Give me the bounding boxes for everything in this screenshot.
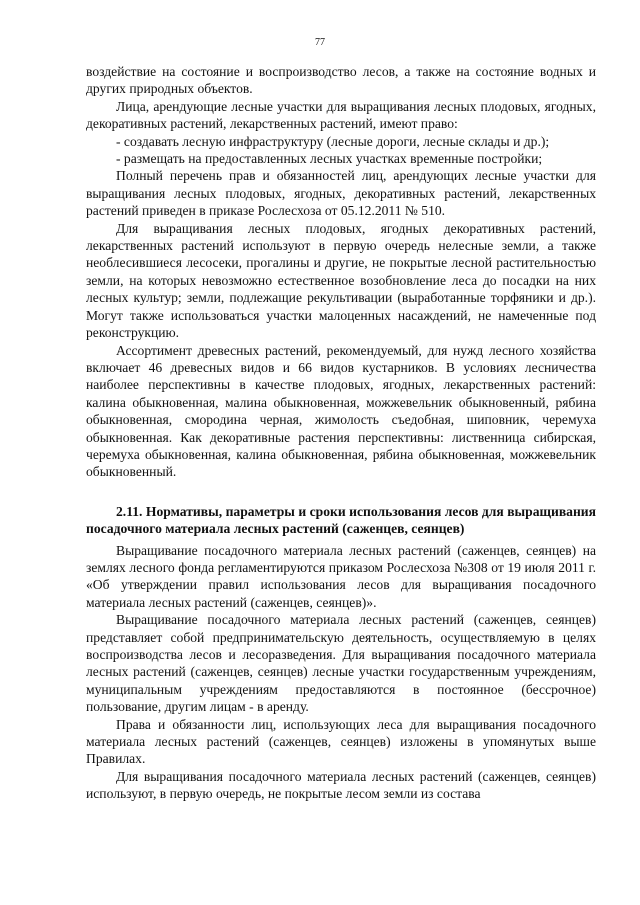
- page-number: 77: [315, 37, 325, 48]
- paragraph-land-use: Для выращивания лесных плодовых, ягодных декоративных растений, лекарственных растений используют в первую очередь нелесные земли, а также необлесившиеся лесосеки, прогалины и другие, не покрытые лесной растительностью земли, на которых невозможно естественное возобновление леса до посадки на них лесных культур; земли, подлежащие рекультивации (выработанные торфяники и др.). Могут также использоваться участки малоценных насаждений, не намеченные под реконструкцию.: [86, 220, 596, 341]
- paragraph-land-priority: Для выращивания посадочного материала лесных растений (саженцев, сеянцев) используют, в первую очередь, не покрытые лесом земли из состава: [86, 768, 596, 802]
- paragraph-rights-list-reference: Полный перечень прав и обязанностей лиц, арендующих лесные участки для выращивания лесных плодовых, ягодных, декоративных растений, лекарственных растений приведен в приказе Рослесхоза от 05.12.2011 № 510.: [86, 168, 596, 219]
- paragraph-regulation: Выращивание посадочного материала лесных растений (саженцев, сеянцев) на землях лесного фонда регламентируются приказом Рослесхоза №308 от 19 июля 2011 г. «Об утверждении правил использования лесов для выращивания посадочного материала лесных растений (саженцев, сеянцев)».: [86, 542, 596, 610]
- list-item-temporary-buildings: - размещать на предоставленных лесных участках временные постройки;: [116, 151, 543, 167]
- paragraph-continuation: воздействие на состояние и воспроизводство лесов, а также на состояние водных и других природных объектов.: [86, 64, 596, 97]
- list-item-infrastructure: - создавать лесную инфраструктуру (лесные дороги, лесные склады и др.);: [116, 133, 550, 149]
- document-body: [86, 63, 596, 803]
- paragraph-lessee-rights: Лица, арендующие лесные участки для выращивания лесных плодовых, ягодных, декоративных растений, лекарственных растений, имеют право:: [86, 98, 596, 132]
- paragraph-rights-obligations: Права и обязанности лиц, использующих леса для выращивания посадочного материала лесных растений (саженцев, сеянцев) изложены в упомянутых выше Правилах.: [86, 716, 596, 767]
- paragraph-business-activity: Выращивание посадочного материала лесных растений (саженцев, сеянцев) представляет собой предпринимательскую деятельность, осуществляемую в целях воспроизводства лесов и лесоразведения. Для выращивания посадочного материала лесных растений (саженцев, сеянцев) лесные участки государственным учреждениям, муниципальным учреждениям предоставляются в постоянное (бессрочное) пользование, другим лицам - в аренду.: [86, 612, 596, 715]
- section-heading: 2.11. Нормативы, параметры и сроки использования лесов для выращивания посадочного материала лесных растений (саженцев, сеянцев): [86, 503, 596, 537]
- paragraph-plant-assortment: Ассортимент древесных растений, рекомендуемый, для нужд лесного хозяйства включает 46 древесных видов и 66 видов кустарников. В условиях лесничества наиболее перспективны в качестве плодовых, ягодных, лекарственных растений: калина обыкновенная, малина обыкновенная, можжевельник обыкновенный, рябина обыкновенная, смородина черная, жимолость съедобная, шиповник, черемуха обыкновенная. Как декоративные растения перспективны: лиственница сибирская, черемуха обыкновенная, калина обыкновенная, рябина обыкновенная, можжевельник обыкновенный.: [86, 342, 596, 480]
